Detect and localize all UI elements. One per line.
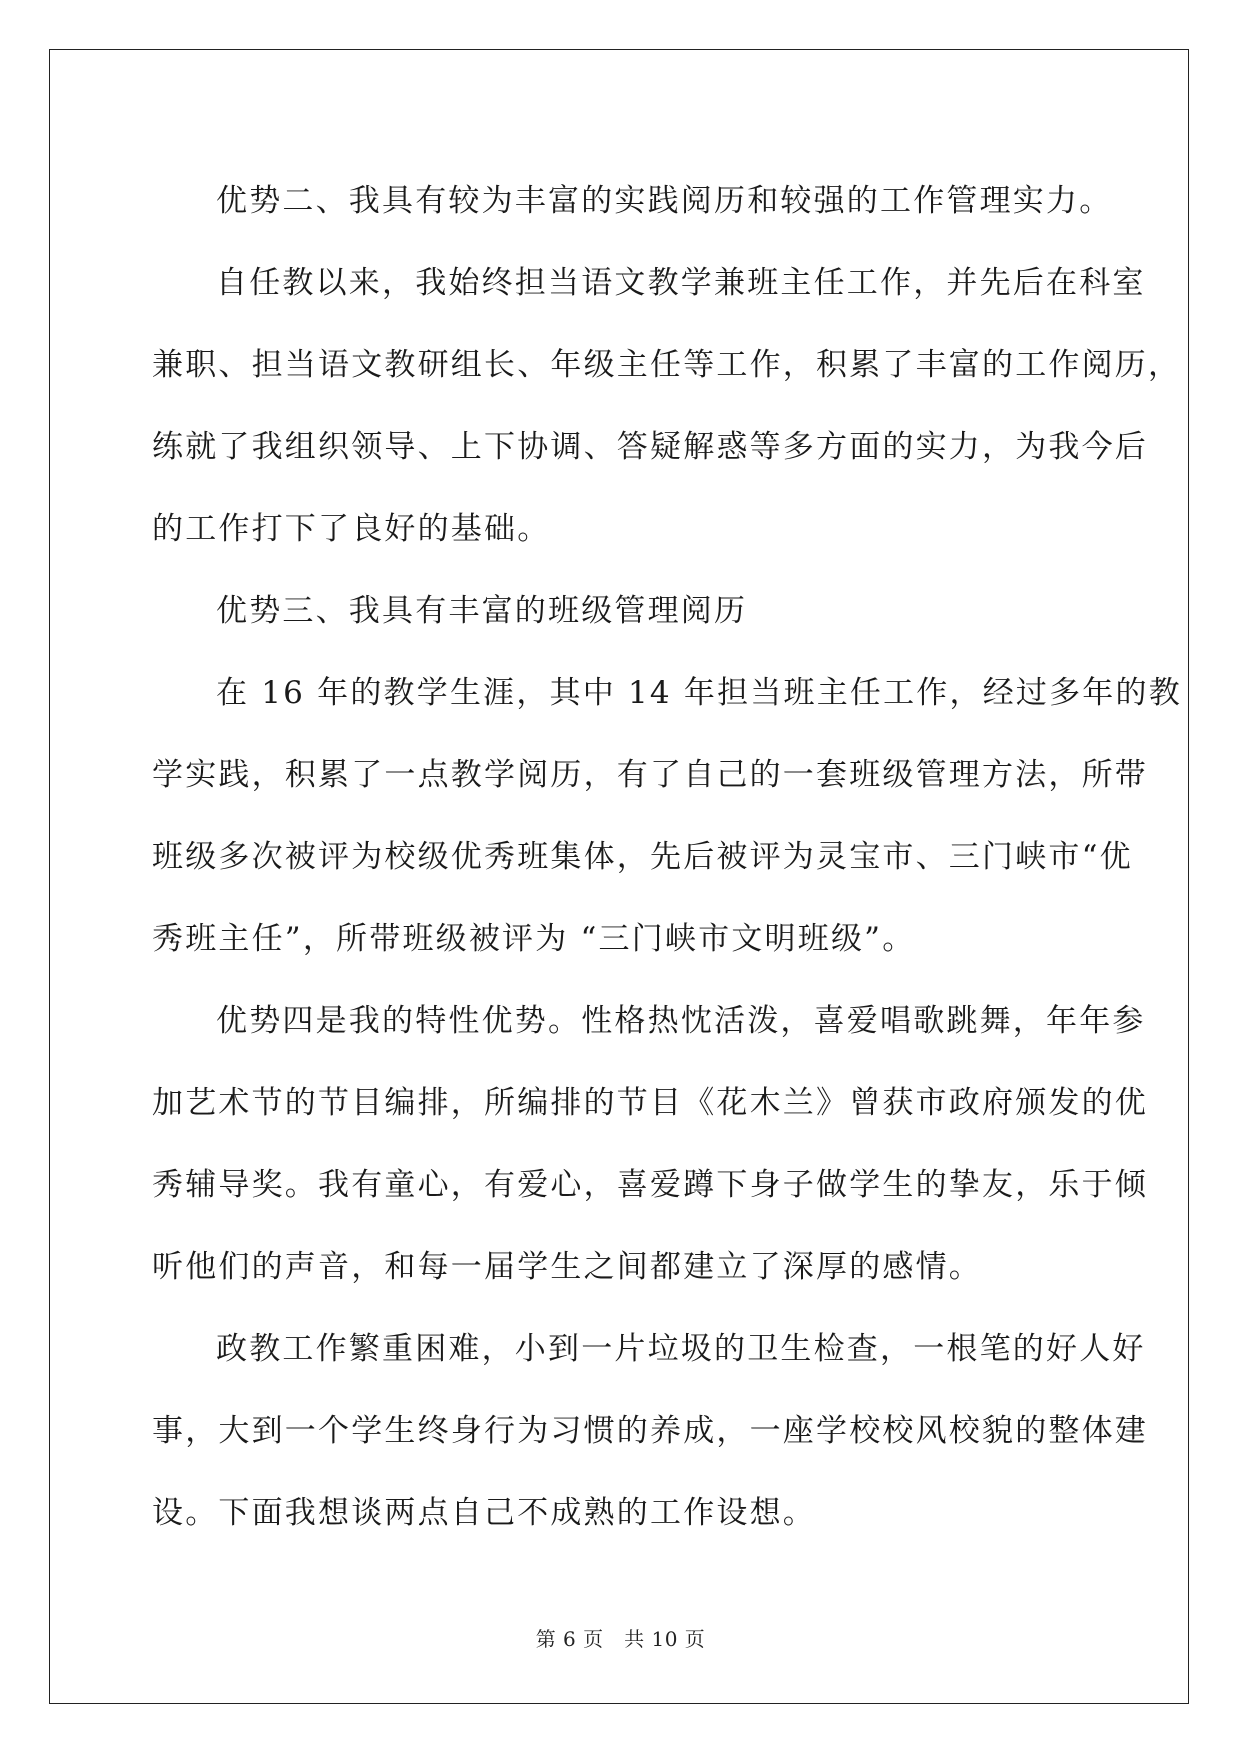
text-line: 的工作打下了良好的基础。 <box>152 511 551 547</box>
text-line: 秀辅导奖。我有童心，有爱心，喜爱蹲下身子做学生的挚友，乐于倾 <box>152 1167 1148 1203</box>
paragraph <box>152 980 1148 1308</box>
text-line: 事，大到一个学生终身行为习惯的养成，一座学校校风校貌的整体建 <box>152 1413 1148 1449</box>
paragraph <box>152 242 1182 570</box>
text-line: 班级多次被评为校级优秀班集体，先后被评为灵宝市、三门峡市“优 <box>152 839 1133 875</box>
text-line: 自任教以来，我始终担当语文教学兼班主任工作，并先后在科室 <box>216 265 1146 301</box>
text-line: 练就了我组织领导、上下协调、答疑解惑等多方面的实力，为我今后 <box>152 429 1148 465</box>
text-line: 听他们的声音，和每一届学生之间都建立了深厚的感情。 <box>152 1249 982 1285</box>
text-line: 加艺术节的节目编排，所编排的节目《花木兰》曾获市政府颁发的优 <box>152 1085 1148 1121</box>
text-line: 设。下面我想谈两点自己不成熟的工作设想。 <box>152 1495 816 1531</box>
text-line: 政教工作繁重困难，小到一片垃圾的卫生检查，一根笔的好人好 <box>216 1331 1146 1367</box>
text-line: 优势四是我的特性优势。性格热忱活泼，喜爱唱歌跳舞，年年参 <box>216 1003 1146 1039</box>
text-line: 学实践，积累了一点教学阅历，有了自己的一套班级管理方法，所带 <box>152 757 1148 793</box>
document-body <box>152 160 1182 1554</box>
text-line: 在 16 年的教学生涯，其中 14 年担当班主任工作，经过多年的教 <box>216 675 1182 711</box>
text-line: 兼职、担当语文教研组长、年级主任等工作，积累了丰富的工作阅历， <box>152 347 1182 383</box>
paragraph <box>152 1308 1148 1554</box>
text-line: 优势三、我具有丰富的班级管理阅历 <box>216 593 748 629</box>
paragraph <box>152 652 1182 980</box>
paragraph <box>152 160 1113 242</box>
paragraph <box>152 570 1102 652</box>
page-number-footer: 第 6 页 共 10 页 <box>535 1627 706 1651</box>
text-line: 优势二、我具有较为丰富的实践阅历和较强的工作管理实力。 <box>216 183 1113 219</box>
text-line: 秀班主任”，所带班级被评为 “三门峡市文明班级”。 <box>152 921 916 957</box>
